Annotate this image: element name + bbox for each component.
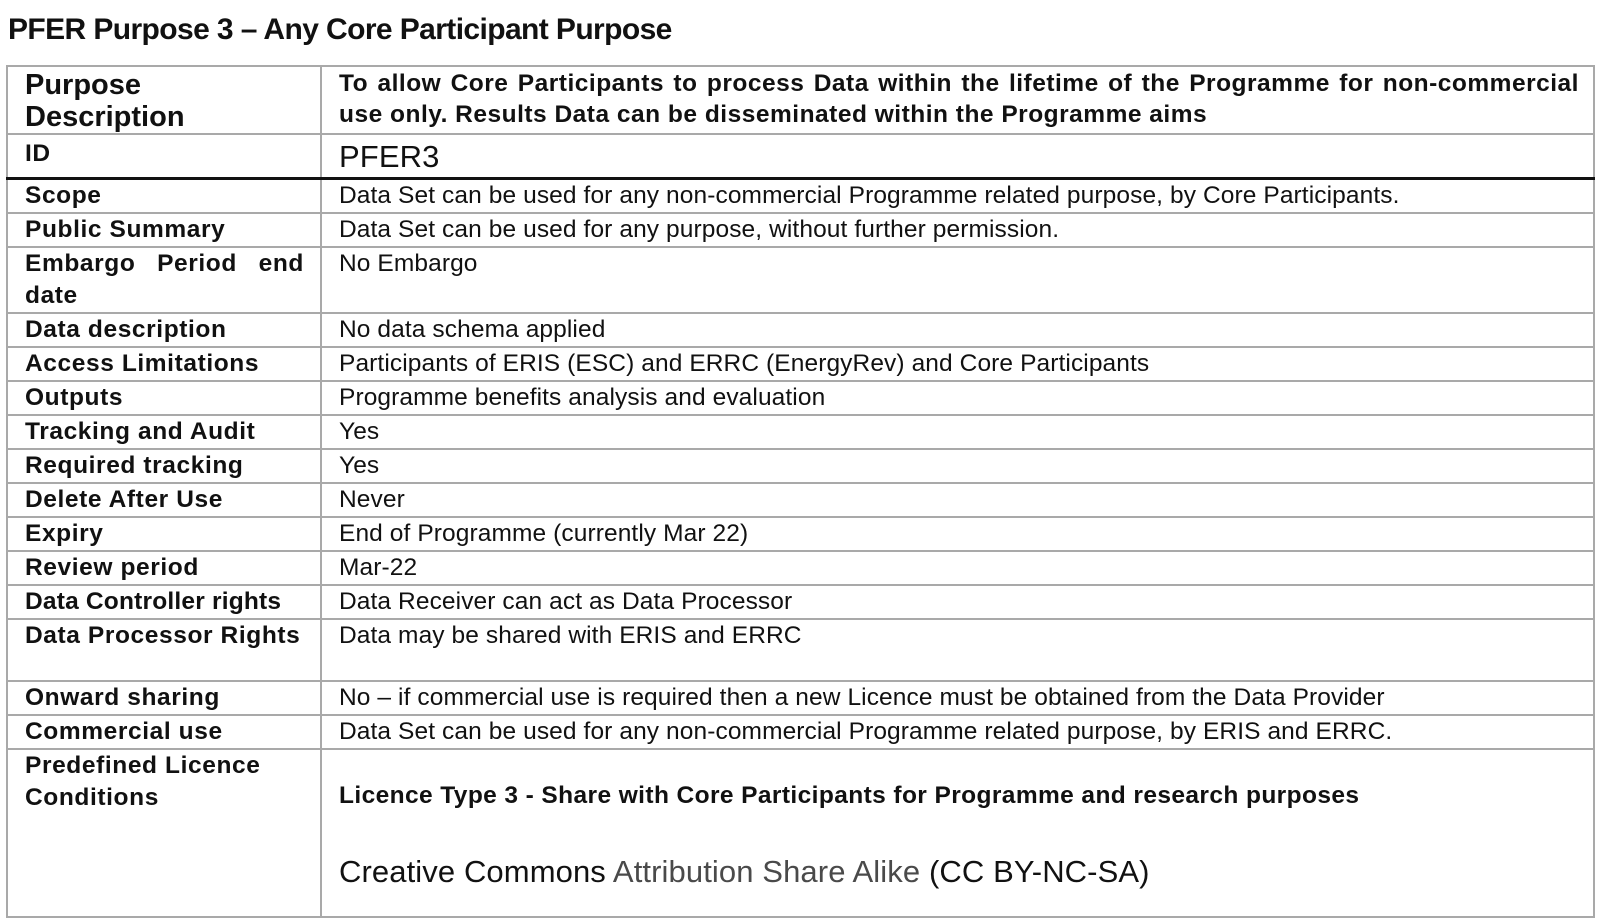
cc-detail: Attribution Share Alike bbox=[612, 854, 921, 889]
table-row-public-summary bbox=[7, 213, 1594, 247]
row-value: Data Set can be used for any non-commercial Programme related purpose, by ERIS and ERRC. bbox=[321, 715, 1594, 749]
table-row-data-controller-rights bbox=[7, 585, 1594, 619]
purpose-table bbox=[6, 65, 1595, 918]
row-label: Expiry bbox=[7, 517, 321, 551]
table-row-scope bbox=[7, 179, 1594, 214]
row-value: No data schema applied bbox=[321, 313, 1594, 347]
page-title: PFER Purpose 3 – Any Core Participant Purpose bbox=[8, 13, 672, 46]
row-value bbox=[321, 749, 1594, 917]
row-value: Data may be shared with ERIS and ERRC bbox=[321, 619, 1594, 681]
table-row-data-processor-rights bbox=[7, 619, 1594, 681]
row-value: Never bbox=[321, 483, 1594, 517]
row-label: Data description bbox=[7, 313, 321, 347]
row-label: Public Summary bbox=[7, 213, 321, 247]
row-value: No Embargo bbox=[321, 247, 1594, 313]
table-row-data-description bbox=[7, 313, 1594, 347]
row-value: Programme benefits analysis and evaluation bbox=[321, 381, 1594, 415]
row-value: No – if commercial use is required then a new Licence must be obtained from the Data Provider bbox=[321, 681, 1594, 715]
row-value: Mar-22 bbox=[321, 551, 1594, 585]
table-row-embargo-period bbox=[7, 247, 1594, 313]
cc-name: Creative Commons bbox=[339, 854, 606, 889]
row-label: Scope bbox=[7, 179, 321, 214]
table-row-purpose-description bbox=[7, 66, 1594, 134]
table-row-licence-conditions bbox=[7, 749, 1594, 917]
creative-commons-licence bbox=[339, 852, 1579, 892]
row-label: Embargo Period end date bbox=[7, 247, 321, 313]
table-row-access-limitations bbox=[7, 347, 1594, 381]
table-row-tracking-and-audit bbox=[7, 415, 1594, 449]
table-row-review-period bbox=[7, 551, 1594, 585]
row-label: Outputs bbox=[7, 381, 321, 415]
row-label: ID bbox=[7, 134, 321, 179]
table-row-onward-sharing bbox=[7, 681, 1594, 715]
row-label: Commercial use bbox=[7, 715, 321, 749]
row-value: To allow Core Participants to process Data within the lifetime of the Programme for non-commercial use only. Results Data can be disseminated within the Programme aims bbox=[321, 66, 1594, 134]
row-label: Data Controller rights bbox=[7, 585, 321, 619]
row-label: Purpose Description bbox=[7, 66, 321, 134]
table-row-delete-after-use bbox=[7, 483, 1594, 517]
row-label: Required tracking bbox=[7, 449, 321, 483]
row-value: End of Programme (currently Mar 22) bbox=[321, 517, 1594, 551]
row-value: Data Set can be used for any purpose, without further permission. bbox=[321, 213, 1594, 247]
row-value: Yes bbox=[321, 415, 1594, 449]
row-value: Data Receiver can act as Data Processor bbox=[321, 585, 1594, 619]
row-label: Tracking and Audit bbox=[7, 415, 321, 449]
table-row-outputs bbox=[7, 381, 1594, 415]
row-label: Predefined Licence Conditions bbox=[7, 749, 321, 917]
row-label: Review period bbox=[7, 551, 321, 585]
row-label: Onward sharing bbox=[7, 681, 321, 715]
row-label: Data Processor Rights bbox=[7, 619, 321, 681]
row-label: Delete After Use bbox=[7, 483, 321, 517]
row-value: Yes bbox=[321, 449, 1594, 483]
row-label: Access Limitations bbox=[7, 347, 321, 381]
table-row-id bbox=[7, 134, 1594, 179]
row-value: Data Set can be used for any non-commercial Programme related purpose, by Core Participants. bbox=[321, 179, 1594, 214]
row-value: Participants of ERIS (ESC) and ERRC (EnergyRev) and Core Participants bbox=[321, 347, 1594, 381]
cc-code: (CC BY-NC-SA) bbox=[928, 854, 1150, 889]
table-row-commercial-use bbox=[7, 715, 1594, 749]
licence-type: Licence Type 3 - Share with Core Participants for Programme and research purposes bbox=[339, 782, 1360, 809]
row-value: PFER3 bbox=[321, 134, 1594, 179]
table-row-required-tracking bbox=[7, 449, 1594, 483]
table-row-expiry bbox=[7, 517, 1594, 551]
